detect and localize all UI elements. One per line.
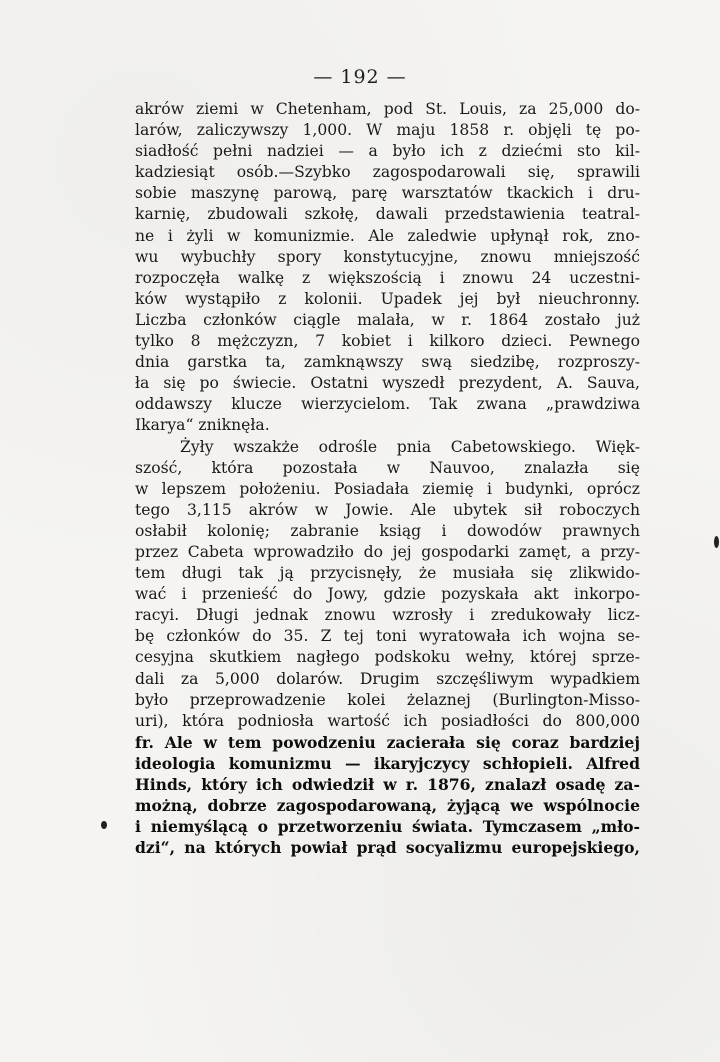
text-line: uri), która podniosła wartość ich posiadłości do 800,000 (135, 711, 640, 730)
text-line: dali za 5,000 dolarów. Drugim szczęśliwym wypadkiem (135, 669, 640, 688)
text-line: Ikarya“ zniknęła. (135, 416, 270, 435)
text-line: Hinds, który ich odwiedził w r. 1876, znalazł osadę za- (135, 775, 640, 794)
ink-mark (101, 821, 107, 829)
text-line: możną, dobrze zagospodarowaną, żyjącą we wspólnocie (135, 796, 640, 816)
text-line: kadziesiąt osób.—Szybko zagospodarowali się, sprawili (135, 163, 640, 182)
text-line: siadłość pełni nadziei — a było ich z dziećmi sto kil- (135, 142, 640, 161)
text-line: cesyjna skutkiem nagłego podskoku wełny, której sprze- (135, 648, 640, 667)
text-line: w lepszem położeniu. Posiadała ziemię i budynki, oprócz (135, 479, 640, 498)
text-line: Liczba członków ciągle malała, w r. 1864 zostało już (135, 310, 640, 329)
text-line: osłabił kolonię; zabranie ksiąg i dowodów prawnych (135, 521, 640, 540)
page-number: — 192 — (313, 66, 407, 88)
text-line: racyi. Długi jednak znowu wzrosły i zredukowały licz- (135, 606, 640, 625)
text-line: karnię, zbudowali szkołę, dawali przedstawienia teatral- (135, 205, 640, 224)
text-line: ła się po świecie. Ostatni wyszedł prezydent, A. Sauva, (135, 374, 640, 393)
paragraph-1 (135, 99, 640, 437)
text-line: Żyły wszakże odrośle pnia Cabetowskiego. Więk- (180, 437, 640, 456)
text-line: ne i żyli w komunizmie. Ale zaledwie upłynął rok, zno- (135, 226, 640, 245)
body-text (135, 99, 640, 858)
text-line: bę członków do 35. Z tej toni wyratowała ich wojna se- (135, 627, 640, 646)
text-line: ków wystąpiło z kolonii. Upadek jej był nieuchronny. (135, 289, 640, 308)
paragraph-2 (135, 437, 640, 859)
text-line: akrów ziemi w Chetenham, pod St. Louis, za 25,000 do- (135, 100, 640, 118)
text-line: rozpoczęła walkę z większością i znowu 24 uczestni- (135, 268, 640, 287)
text-line: wu wybuchły spory konstytucyjne, znowu mniejszość (135, 247, 640, 266)
text-line: szość, która pozostała w Nauvoo, znalazła się (135, 458, 640, 477)
text-line: dzi“, na których powiał prąd socyalizmu europejskiego, (135, 838, 640, 858)
text-line: tylko 8 mężczyzn, 7 kobiet i kilkoro dzieci. Pewnego (135, 332, 640, 351)
ink-mark (714, 536, 719, 548)
text-line: przez Cabeta wprowadziło do jej gospodarki zamęt, a przy- (135, 542, 640, 561)
text-line: wać i przenieść do Jowy, gdzie pozyskała akt inkorpo- (135, 585, 640, 604)
text-line: larów, zaliczywszy 1,000. W maju 1858 r. objęli tę po- (135, 121, 640, 140)
text-line: ideologia komunizmu — ikaryjczycy schłopieli. Alfred (135, 753, 640, 773)
text-line: było przeprowadzenie kolei żelaznej (Burlington-Misso- (135, 690, 640, 709)
text-line: tem długi tak ją przycisnęły, że musiała się zlikwido- (135, 564, 640, 583)
text-line: fr. Ale w tem powodzeniu zacierała się coraz bardziej (135, 732, 640, 752)
text-line: oddawszy klucze wierzycielom. Tak zwana „prawdziwa (135, 395, 640, 414)
text-line: dnia garstka ta, zamknąwszy swą siedzibę, rozproszy- (135, 353, 640, 372)
text-line: tego 3,115 akrów w Jowie. Ale ubytek sił roboczych (135, 500, 640, 519)
text-line: i niemyślącą o przetworzeniu świata. Tymczasem „mło- (135, 817, 640, 837)
text-line: sobie maszynę parową, parę warsztatów tkackich i dru- (135, 184, 640, 203)
